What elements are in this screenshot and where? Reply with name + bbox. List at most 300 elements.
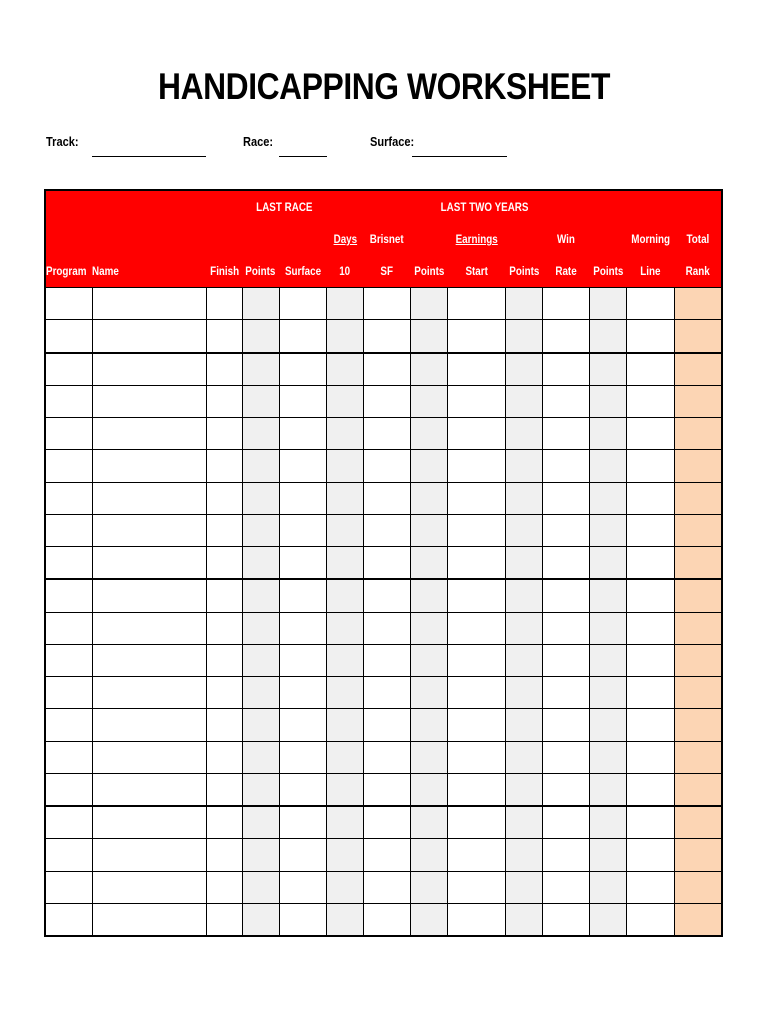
header-total: Total <box>675 223 722 255</box>
table-row <box>45 677 722 709</box>
cell-start[interactable] <box>448 450 506 482</box>
cell-name[interactable] <box>92 418 206 450</box>
cell-start[interactable] <box>448 644 506 676</box>
table-row <box>45 773 722 806</box>
cell-surface[interactable] <box>279 644 326 676</box>
cell-finish[interactable] <box>206 450 242 482</box>
cell-points-2[interactable] <box>411 709 448 741</box>
cell-program[interactable] <box>45 806 92 839</box>
cell-points-2[interactable] <box>411 450 448 482</box>
cell-points-1[interactable] <box>242 612 279 644</box>
cell-points-2[interactable] <box>411 353 448 386</box>
cell-line[interactable] <box>627 903 675 936</box>
cell-program[interactable] <box>45 903 92 936</box>
cell-finish[interactable] <box>206 806 242 839</box>
cell-points-2[interactable] <box>411 677 448 709</box>
cell-finish[interactable] <box>206 514 242 546</box>
cell-line[interactable] <box>627 320 675 353</box>
cell-name[interactable] <box>92 547 206 580</box>
cell-surface[interactable] <box>279 839 326 871</box>
cell-rate[interactable] <box>543 612 590 644</box>
cell-rank[interactable] <box>675 871 722 903</box>
cell-name[interactable] <box>92 871 206 903</box>
cell-sf[interactable] <box>363 709 410 741</box>
cell-finish[interactable] <box>206 418 242 450</box>
header-program: Program <box>45 255 92 288</box>
cell-program[interactable] <box>45 418 92 450</box>
cell-finish[interactable] <box>206 741 242 773</box>
cell-name[interactable] <box>92 903 206 936</box>
cell-program[interactable] <box>45 709 92 741</box>
cell-start[interactable] <box>448 579 506 612</box>
cell-points-1[interactable] <box>242 450 279 482</box>
cell-points-1[interactable] <box>242 773 279 806</box>
table-row <box>45 871 722 903</box>
cell-line[interactable] <box>627 839 675 871</box>
cell-program[interactable] <box>45 677 92 709</box>
cell-points-3[interactable] <box>506 871 543 903</box>
cell-sf[interactable] <box>363 677 410 709</box>
cell-points-1[interactable] <box>242 677 279 709</box>
cell-rank[interactable] <box>675 514 722 546</box>
cell-rank[interactable] <box>675 839 722 871</box>
cell-finish[interactable] <box>206 903 242 936</box>
cell-name[interactable] <box>92 709 206 741</box>
cell-days-10[interactable] <box>326 644 363 676</box>
cell-days-10[interactable] <box>326 418 363 450</box>
cell-surface[interactable] <box>279 773 326 806</box>
cell-points-3[interactable] <box>506 579 543 612</box>
cell-program[interactable] <box>45 741 92 773</box>
cell-rate[interactable] <box>543 288 590 320</box>
cell-name[interactable] <box>92 644 206 676</box>
cell-days-10[interactable] <box>326 385 363 417</box>
header-line: Line <box>627 255 675 288</box>
cell-start[interactable] <box>448 741 506 773</box>
cell-points-2[interactable] <box>411 612 448 644</box>
cell-finish[interactable] <box>206 288 242 320</box>
cell-rank[interactable] <box>675 482 722 514</box>
cell-program[interactable] <box>45 353 92 386</box>
cell-points-4[interactable] <box>590 418 627 450</box>
cell-points-1[interactable] <box>242 903 279 936</box>
cell-points-2[interactable] <box>411 839 448 871</box>
cell-surface[interactable] <box>279 514 326 546</box>
cell-points-1[interactable] <box>242 579 279 612</box>
cell-finish[interactable] <box>206 385 242 417</box>
cell-points-3[interactable] <box>506 547 543 580</box>
cell-points-1[interactable] <box>242 547 279 580</box>
cell-points-2[interactable] <box>411 903 448 936</box>
cell-line[interactable] <box>627 709 675 741</box>
cell-line[interactable] <box>627 579 675 612</box>
header-last-two-years: LAST TWO YEARS <box>411 190 722 223</box>
cell-name[interactable] <box>92 839 206 871</box>
cell-rank[interactable] <box>675 903 722 936</box>
cell-days-10[interactable] <box>326 482 363 514</box>
cell-points-2[interactable] <box>411 514 448 546</box>
cell-points-4[interactable] <box>590 385 627 417</box>
cell-sf[interactable] <box>363 773 410 806</box>
header-rank: Rank <box>675 255 722 288</box>
cell-start[interactable] <box>448 418 506 450</box>
cell-sf[interactable] <box>363 450 410 482</box>
cell-rate[interactable] <box>543 839 590 871</box>
cell-surface[interactable] <box>279 547 326 580</box>
cell-finish[interactable] <box>206 482 242 514</box>
cell-line[interactable] <box>627 612 675 644</box>
cell-rate[interactable] <box>543 741 590 773</box>
cell-program[interactable] <box>45 871 92 903</box>
track-input-line[interactable] <box>92 156 206 157</box>
cell-points-4[interactable] <box>590 612 627 644</box>
cell-rank[interactable] <box>675 385 722 417</box>
cell-points-3[interactable] <box>506 514 543 546</box>
cell-rank[interactable] <box>675 450 722 482</box>
table-row <box>45 320 722 353</box>
cell-sf[interactable] <box>363 353 410 386</box>
cell-line[interactable] <box>627 547 675 580</box>
cell-line[interactable] <box>627 514 675 546</box>
cell-rate[interactable] <box>543 806 590 839</box>
cell-days-10[interactable] <box>326 709 363 741</box>
cell-surface[interactable] <box>279 579 326 612</box>
cell-sf[interactable] <box>363 320 410 353</box>
surface-input-line[interactable] <box>412 156 507 157</box>
cell-start[interactable] <box>448 677 506 709</box>
cell-rate[interactable] <box>543 709 590 741</box>
cell-start[interactable] <box>448 709 506 741</box>
cell-points-2[interactable] <box>411 871 448 903</box>
cell-name[interactable] <box>92 353 206 386</box>
cell-days-10[interactable] <box>326 514 363 546</box>
cell-points-2[interactable] <box>411 320 448 353</box>
header-rate: Rate <box>543 255 590 288</box>
cell-points-1[interactable] <box>242 871 279 903</box>
table-row <box>45 741 722 773</box>
cell-points-4[interactable] <box>590 741 627 773</box>
cell-points-1[interactable] <box>242 385 279 417</box>
cell-sf[interactable] <box>363 547 410 580</box>
cell-rate[interactable] <box>543 773 590 806</box>
cell-surface[interactable] <box>279 871 326 903</box>
cell-points-1[interactable] <box>242 482 279 514</box>
cell-points-4[interactable] <box>590 288 627 320</box>
cell-sf[interactable] <box>363 579 410 612</box>
cell-program[interactable] <box>45 288 92 320</box>
cell-sf[interactable] <box>363 385 410 417</box>
cell-line[interactable] <box>627 288 675 320</box>
cell-program[interactable] <box>45 385 92 417</box>
cell-finish[interactable] <box>206 839 242 871</box>
cell-name[interactable] <box>92 677 206 709</box>
cell-line[interactable] <box>627 418 675 450</box>
cell-finish[interactable] <box>206 353 242 386</box>
cell-points-4[interactable] <box>590 353 627 386</box>
cell-days-10[interactable] <box>326 903 363 936</box>
cell-line[interactable] <box>627 353 675 386</box>
cell-surface[interactable] <box>279 612 326 644</box>
cell-rank[interactable] <box>675 773 722 806</box>
cell-points-2[interactable] <box>411 418 448 450</box>
cell-surface[interactable] <box>279 903 326 936</box>
cell-start[interactable] <box>448 839 506 871</box>
cell-line[interactable] <box>627 741 675 773</box>
header-last-race: LAST RACE <box>206 190 363 223</box>
cell-surface[interactable] <box>279 806 326 839</box>
header-win: Win <box>543 223 590 255</box>
cell-rate[interactable] <box>543 450 590 482</box>
cell-rank[interactable] <box>675 612 722 644</box>
cell-points-4[interactable] <box>590 839 627 871</box>
cell-rate[interactable] <box>543 320 590 353</box>
cell-rank[interactable] <box>675 418 722 450</box>
cell-points-3[interactable] <box>506 806 543 839</box>
cell-line[interactable] <box>627 677 675 709</box>
cell-finish[interactable] <box>206 579 242 612</box>
cell-points-2[interactable] <box>411 806 448 839</box>
cell-rank[interactable] <box>675 288 722 320</box>
cell-rank[interactable] <box>675 353 722 386</box>
race-label: Race: <box>243 134 274 149</box>
cell-days-10[interactable] <box>326 806 363 839</box>
cell-points-4[interactable] <box>590 806 627 839</box>
cell-points-1[interactable] <box>242 741 279 773</box>
cell-sf[interactable] <box>363 903 410 936</box>
cell-sf[interactable] <box>363 871 410 903</box>
cell-rank[interactable] <box>675 709 722 741</box>
cell-points-4[interactable] <box>590 547 627 580</box>
cell-points-4[interactable] <box>590 773 627 806</box>
cell-program[interactable] <box>45 612 92 644</box>
cell-rate[interactable] <box>543 353 590 386</box>
cell-line[interactable] <box>627 773 675 806</box>
cell-rate[interactable] <box>543 547 590 580</box>
cell-points-2[interactable] <box>411 644 448 676</box>
cell-surface[interactable] <box>279 353 326 386</box>
cell-finish[interactable] <box>206 320 242 353</box>
cell-program[interactable] <box>45 482 92 514</box>
cell-name[interactable] <box>92 320 206 353</box>
cell-start[interactable] <box>448 482 506 514</box>
cell-program[interactable] <box>45 579 92 612</box>
cell-surface[interactable] <box>279 320 326 353</box>
cell-points-3[interactable] <box>506 482 543 514</box>
cell-points-1[interactable] <box>242 514 279 546</box>
cell-points-1[interactable] <box>242 709 279 741</box>
cell-start[interactable] <box>448 288 506 320</box>
cell-points-3[interactable] <box>506 288 543 320</box>
cell-surface[interactable] <box>279 482 326 514</box>
cell-start[interactable] <box>448 353 506 386</box>
cell-finish[interactable] <box>206 612 242 644</box>
cell-points-1[interactable] <box>242 288 279 320</box>
cell-line[interactable] <box>627 385 675 417</box>
cell-sf[interactable] <box>363 806 410 839</box>
cell-points-3[interactable] <box>506 903 543 936</box>
cell-finish[interactable] <box>206 871 242 903</box>
cell-rank[interactable] <box>675 677 722 709</box>
cell-sf[interactable] <box>363 418 410 450</box>
cell-name[interactable] <box>92 773 206 806</box>
cell-points-3[interactable] <box>506 320 543 353</box>
cell-days-10[interactable] <box>326 773 363 806</box>
header-earnings: Earnings <box>448 223 506 255</box>
cell-rank[interactable] <box>675 320 722 353</box>
cell-rank[interactable] <box>675 741 722 773</box>
cell-points-4[interactable] <box>590 579 627 612</box>
cell-start[interactable] <box>448 612 506 644</box>
cell-points-2[interactable] <box>411 741 448 773</box>
cell-days-10[interactable] <box>326 288 363 320</box>
cell-program[interactable] <box>45 547 92 580</box>
cell-finish[interactable] <box>206 677 242 709</box>
cell-points-4[interactable] <box>590 320 627 353</box>
cell-name[interactable] <box>92 288 206 320</box>
cell-line[interactable] <box>627 450 675 482</box>
cell-start[interactable] <box>448 903 506 936</box>
cell-sf[interactable] <box>363 288 410 320</box>
cell-surface[interactable] <box>279 288 326 320</box>
cell-sf[interactable] <box>363 839 410 871</box>
cell-rate[interactable] <box>543 871 590 903</box>
cell-days-10[interactable] <box>326 579 363 612</box>
cell-sf[interactable] <box>363 514 410 546</box>
cell-rate[interactable] <box>543 903 590 936</box>
cell-points-1[interactable] <box>242 806 279 839</box>
cell-days-10[interactable] <box>326 871 363 903</box>
cell-program[interactable] <box>45 450 92 482</box>
cell-days-10[interactable] <box>326 450 363 482</box>
cell-sf[interactable] <box>363 741 410 773</box>
cell-line[interactable] <box>627 871 675 903</box>
cell-surface[interactable] <box>279 385 326 417</box>
cell-points-2[interactable] <box>411 773 448 806</box>
cell-points-3[interactable] <box>506 385 543 417</box>
cell-start[interactable] <box>448 385 506 417</box>
cell-surface[interactable] <box>279 709 326 741</box>
cell-program[interactable] <box>45 644 92 676</box>
cell-rank[interactable] <box>675 644 722 676</box>
cell-start[interactable] <box>448 320 506 353</box>
cell-line[interactable] <box>627 806 675 839</box>
cell-line[interactable] <box>627 644 675 676</box>
cell-finish[interactable] <box>206 709 242 741</box>
cell-points-4[interactable] <box>590 677 627 709</box>
cell-program[interactable] <box>45 773 92 806</box>
cell-points-1[interactable] <box>242 353 279 386</box>
cell-points-3[interactable] <box>506 709 543 741</box>
cell-points-4[interactable] <box>590 514 627 546</box>
cell-rate[interactable] <box>543 418 590 450</box>
cell-rate[interactable] <box>543 482 590 514</box>
cell-days-10[interactable] <box>326 353 363 386</box>
cell-name[interactable] <box>92 612 206 644</box>
cell-rate[interactable] <box>543 385 590 417</box>
cell-rank[interactable] <box>675 579 722 612</box>
cell-points-4[interactable] <box>590 871 627 903</box>
cell-rank[interactable] <box>675 806 722 839</box>
cell-name[interactable] <box>92 514 206 546</box>
cell-points-4[interactable] <box>590 709 627 741</box>
cell-points-2[interactable] <box>411 482 448 514</box>
cell-points-3[interactable] <box>506 839 543 871</box>
cell-points-4[interactable] <box>590 644 627 676</box>
cell-finish[interactable] <box>206 644 242 676</box>
cell-points-4[interactable] <box>590 450 627 482</box>
race-input-line[interactable] <box>279 156 327 157</box>
cell-start[interactable] <box>448 806 506 839</box>
cell-points-3[interactable] <box>506 644 543 676</box>
cell-program[interactable] <box>45 839 92 871</box>
cell-points-3[interactable] <box>506 773 543 806</box>
cell-start[interactable] <box>448 773 506 806</box>
cell-start[interactable] <box>448 871 506 903</box>
cell-points-2[interactable] <box>411 579 448 612</box>
cell-name[interactable] <box>92 579 206 612</box>
cell-days-10[interactable] <box>326 677 363 709</box>
cell-points-4[interactable] <box>590 903 627 936</box>
cell-rate[interactable] <box>543 644 590 676</box>
cell-start[interactable] <box>448 547 506 580</box>
cell-points-3[interactable] <box>506 612 543 644</box>
cell-rank[interactable] <box>675 547 722 580</box>
cell-points-2[interactable] <box>411 547 448 580</box>
table-row <box>45 612 722 644</box>
cell-rate[interactable] <box>543 514 590 546</box>
cell-name[interactable] <box>92 741 206 773</box>
cell-name[interactable] <box>92 385 206 417</box>
cell-sf[interactable] <box>363 644 410 676</box>
cell-days-10[interactable] <box>326 612 363 644</box>
cell-days-10[interactable] <box>326 839 363 871</box>
cell-rate[interactable] <box>543 677 590 709</box>
cell-program[interactable] <box>45 514 92 546</box>
cell-sf[interactable] <box>363 612 410 644</box>
cell-points-2[interactable] <box>411 288 448 320</box>
header-start: Start <box>448 255 506 288</box>
cell-points-1[interactable] <box>242 320 279 353</box>
cell-days-10[interactable] <box>326 547 363 580</box>
cell-sf[interactable] <box>363 482 410 514</box>
cell-program[interactable] <box>45 320 92 353</box>
cell-line[interactable] <box>627 482 675 514</box>
cell-name[interactable] <box>92 450 206 482</box>
cell-surface[interactable] <box>279 677 326 709</box>
cell-points-3[interactable] <box>506 741 543 773</box>
cell-points-3[interactable] <box>506 353 543 386</box>
cell-points-3[interactable] <box>506 418 543 450</box>
cell-surface[interactable] <box>279 418 326 450</box>
cell-name[interactable] <box>92 482 206 514</box>
cell-rate[interactable] <box>543 579 590 612</box>
cell-days-10[interactable] <box>326 320 363 353</box>
cell-points-4[interactable] <box>590 482 627 514</box>
cell-points-3[interactable] <box>506 677 543 709</box>
cell-points-1[interactable] <box>242 644 279 676</box>
cell-points-2[interactable] <box>411 385 448 417</box>
cell-surface[interactable] <box>279 741 326 773</box>
cell-points-3[interactable] <box>506 450 543 482</box>
cell-start[interactable] <box>448 514 506 546</box>
cell-points-1[interactable] <box>242 839 279 871</box>
cell-days-10[interactable] <box>326 741 363 773</box>
cell-surface[interactable] <box>279 450 326 482</box>
cell-points-1[interactable] <box>242 418 279 450</box>
cell-finish[interactable] <box>206 547 242 580</box>
cell-finish[interactable] <box>206 773 242 806</box>
cell-name[interactable] <box>92 806 206 839</box>
